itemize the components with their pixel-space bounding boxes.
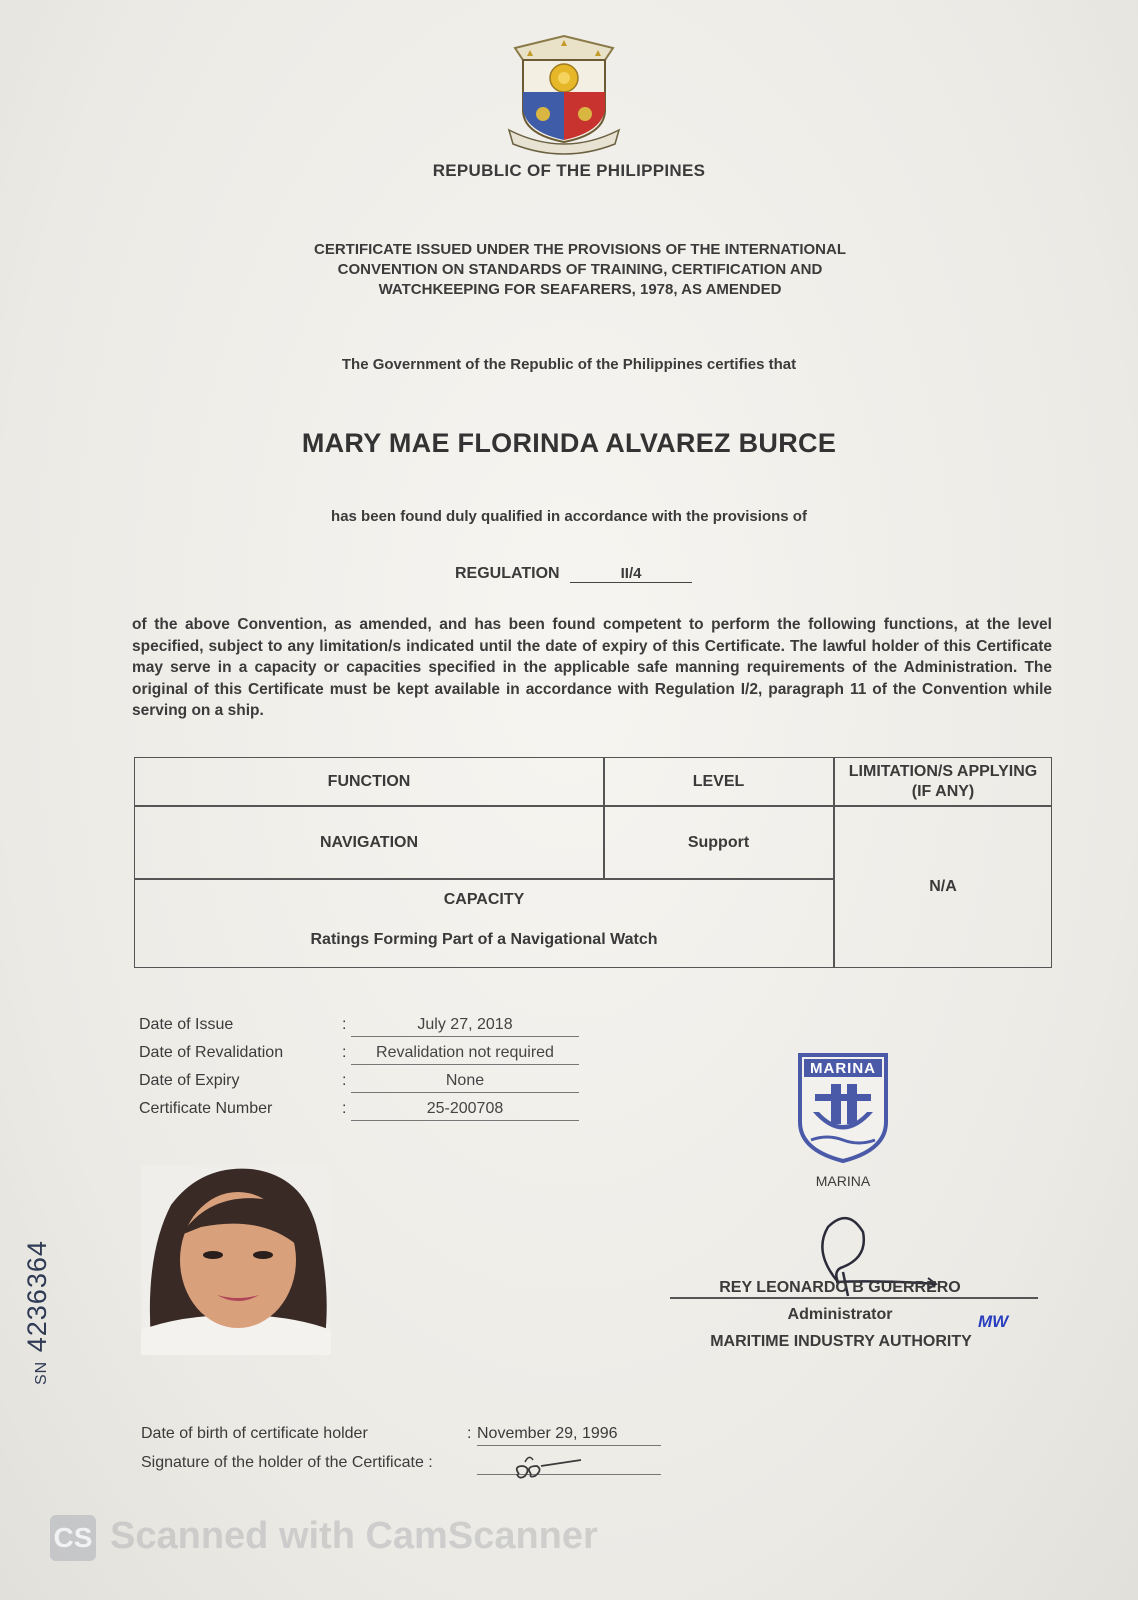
convention-line: CONVENTION ON STANDARDS OF TRAINING, CERTIFICATION AND	[337, 261, 823, 278]
marina-logo-text: MARINA	[810, 1060, 876, 1077]
regulation-label: REGULATION	[455, 565, 560, 582]
watermark-text: Scanned with CamScanner	[110, 1515, 598, 1558]
serial-prefix: SN	[33, 1360, 50, 1385]
official-title: Administrator	[787, 1306, 893, 1323]
philippine-coat-of-arms-icon	[505, 30, 623, 160]
competence-paragraph: of the above Convention, as amended, and has been found competent to perform the following functions, at the level specified, subject to any limitation/s indicated until the date of expiry of this Certificate. The lawful holder of this Certificate may serve in a capacity or capacities specified in the applicable safe manning requirements of the Administration. The original of this Certificate must be kept available in accordance with Regulation I/2, paragraph 11 of the Convention while serving on a ship.	[132, 616, 1052, 719]
official-name: REY LEONARDO B GUERRERO	[719, 1279, 961, 1296]
function-value: NAVIGATION	[319, 833, 419, 851]
serial-value: 4236364	[22, 1240, 52, 1353]
issue-label: Certificate Number	[139, 1100, 273, 1117]
issue-label: Date of Issue	[139, 1016, 234, 1033]
colon: :	[342, 1100, 347, 1117]
country-heading: REPUBLIC OF THE PHILIPPINES	[432, 161, 706, 180]
capacity-value: Ratings Forming Part of a Navigational Watch	[310, 931, 658, 948]
colon: :	[342, 1044, 347, 1061]
header-level: LEVEL	[692, 772, 745, 790]
official-organization: MARITIME INDUSTRY AUTHORITY	[710, 1333, 972, 1350]
issue-row	[139, 1016, 579, 1044]
marina-caption: MARINA	[815, 1173, 871, 1189]
colon: :	[467, 1425, 472, 1442]
issue-value: July 27, 2018	[351, 1016, 579, 1037]
holder-photo	[141, 1165, 331, 1355]
issue-value: 25-200708	[351, 1100, 579, 1121]
scanner-badge-icon: CS	[50, 1515, 96, 1561]
holder-signature-label: Signature of the holder of the Certificate :	[141, 1454, 433, 1471]
birth-row	[141, 1425, 618, 1453]
holder-name: MARY MAE FLORINDA ALVAREZ BURCE	[301, 428, 837, 458]
holder-signature-row	[141, 1454, 433, 1482]
function-table	[134, 757, 1052, 968]
marina-shield-icon	[797, 1052, 889, 1164]
issue-label: Date of Expiry	[139, 1072, 240, 1089]
convention-statement	[260, 240, 900, 300]
scanner-watermark	[50, 1515, 598, 1561]
certifies-text: The Government of the Republic of the Philippines certifies that	[341, 356, 797, 373]
issue-row	[139, 1072, 579, 1100]
birth-label: Date of birth of certificate holder	[141, 1425, 368, 1442]
colon: :	[342, 1072, 347, 1089]
convention-line: CERTIFICATE ISSUED UNDER THE PROVISIONS OF THE INTERNATIONAL	[314, 241, 846, 258]
issue-row	[139, 1100, 579, 1128]
convention-line: WATCHKEEPING FOR SEAFARERS, 1978, AS AMENDED	[378, 281, 782, 298]
signature-line	[670, 1297, 1038, 1299]
limitations-value: N/A	[929, 878, 957, 895]
level-value: Support	[687, 833, 750, 851]
capacity-label: CAPACITY	[443, 891, 525, 908]
regulation-value: II/4	[570, 565, 692, 583]
issue-value: Revalidation not required	[351, 1044, 579, 1065]
regulation-line	[455, 565, 692, 583]
issue-value: None	[351, 1072, 579, 1093]
initials-mark: MW	[978, 1312, 1009, 1331]
birth-value: November 29, 1996	[477, 1425, 661, 1446]
colon: :	[342, 1016, 347, 1033]
issue-row	[139, 1044, 579, 1072]
header-function: FUNCTION	[327, 772, 411, 790]
header-limitations: LIMITATION/S APPLYING (IF ANY)	[848, 762, 1038, 800]
handwritten-signature	[511, 1448, 591, 1482]
serial-number	[22, 1240, 62, 1385]
qualified-text: has been found duly qualified in accordance with the provisions of	[331, 508, 807, 525]
issue-label: Date of Revalidation	[139, 1044, 284, 1061]
